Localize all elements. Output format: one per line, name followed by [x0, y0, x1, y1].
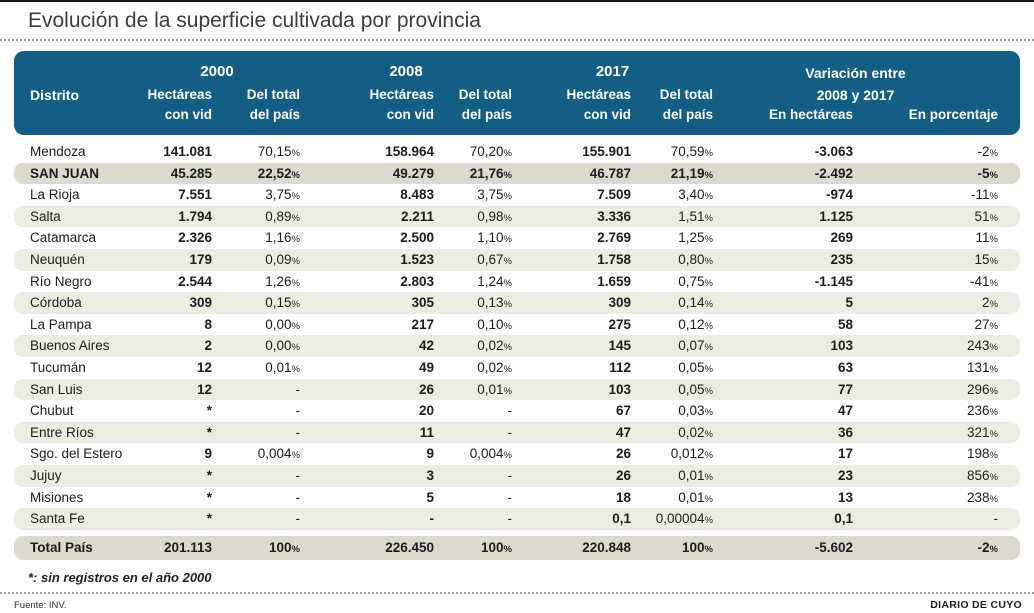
district-name: Jujuy — [30, 467, 62, 483]
district-name: Buenos Aires — [30, 338, 110, 354]
cell: 235 — [830, 251, 853, 267]
cell: 77 — [837, 381, 853, 397]
district-name: Total País — [30, 539, 93, 555]
cell: - — [429, 511, 434, 527]
table-row — [14, 206, 1020, 228]
divider-bottom — [0, 592, 1034, 594]
district-name: Tucumán — [30, 359, 86, 375]
cell: - — [295, 403, 300, 419]
col-group-variacion-line1: Variación entre — [805, 65, 906, 81]
cell: 1.523 — [400, 251, 434, 267]
cell: 305 — [411, 295, 434, 311]
cell: 2.803 — [400, 273, 434, 289]
table-row — [14, 292, 1020, 314]
cell: 0,01% — [477, 381, 512, 397]
cell: - — [507, 403, 512, 419]
district-name: San Luis — [30, 381, 83, 397]
cell: 0,15% — [265, 295, 300, 311]
cell: -3.063 — [814, 144, 853, 159]
cell: 1,16% — [265, 230, 300, 246]
cell: 7.551 — [178, 187, 212, 203]
district-name: Mendoza — [30, 144, 86, 159]
table-row — [14, 335, 1020, 357]
cell: 131% — [967, 359, 998, 375]
source-credit: Fuente: INV. — [14, 599, 67, 611]
cell: 0,004% — [469, 446, 512, 462]
cell: 13 — [837, 489, 853, 505]
cell: 21,19% — [670, 165, 713, 181]
col-group-2000: 2000 — [200, 63, 234, 80]
cell: 51% — [974, 208, 998, 224]
col-header-en-hectareas: En hectáreas — [768, 107, 853, 122]
table-row — [14, 379, 1020, 401]
cell: 1.659 — [597, 273, 631, 289]
cell: 2.500 — [400, 230, 434, 246]
cell: -41% — [970, 273, 998, 289]
cell: 3 — [426, 467, 434, 483]
table-row — [14, 400, 1020, 422]
cell: 0,00% — [265, 338, 300, 354]
cell: 63 — [837, 359, 853, 375]
table-header — [14, 51, 1020, 135]
cell: 3,40% — [678, 187, 713, 203]
cell: 9 — [204, 446, 212, 462]
table-row — [14, 163, 1020, 185]
col-group-variacion-line2: 2008 y 2017 — [816, 87, 895, 103]
cell: 0,00004% — [655, 511, 713, 527]
table-row — [14, 184, 1020, 206]
table-row — [14, 141, 1020, 163]
district-name: Neuquén — [30, 251, 85, 267]
cell: 243% — [967, 338, 998, 354]
cell: - — [993, 511, 998, 527]
cell: * — [206, 403, 212, 419]
cell: 145 — [608, 338, 631, 354]
cell: -2% — [977, 144, 998, 159]
cell: 100% — [269, 539, 300, 555]
col-group-2008: 2008 — [389, 63, 423, 80]
cell: - — [507, 489, 512, 505]
col-header-hectareas-2008-line2: con vid — [386, 107, 434, 122]
cell: 0,07% — [678, 338, 713, 354]
cell: 45.285 — [170, 165, 212, 181]
cell: 22,52% — [257, 165, 300, 181]
district-name: La Pampa — [30, 316, 92, 332]
cell: 103 — [608, 381, 631, 397]
cell: 26 — [418, 381, 434, 397]
cell: 309 — [189, 295, 212, 311]
cell: 238% — [967, 489, 998, 505]
table-row — [14, 443, 1020, 465]
cell: 0,89% — [265, 208, 300, 224]
footer — [14, 599, 1022, 611]
cell: 0,13% — [477, 295, 512, 311]
cell: 27% — [974, 316, 998, 332]
col-group-2017: 2017 — [595, 63, 630, 80]
cell: 70,59% — [670, 144, 713, 159]
district-name: Río Negro — [30, 273, 92, 289]
cell: 0,1 — [612, 511, 631, 527]
cell: 15% — [974, 251, 998, 267]
cell: 17 — [837, 446, 853, 462]
cell: 2.769 — [597, 230, 631, 246]
cell: - — [507, 511, 512, 527]
table-row — [14, 487, 1020, 509]
cell: 0,05% — [678, 359, 713, 375]
cell: 0,02% — [477, 338, 512, 354]
cell: 0,01% — [678, 489, 713, 505]
cell: 70,15% — [257, 144, 300, 159]
table-row — [14, 314, 1020, 336]
cell: 58 — [837, 316, 853, 332]
district-name: Misiones — [30, 489, 84, 505]
cell: 220.848 — [582, 539, 631, 555]
cell: 1,26% — [265, 273, 300, 289]
cell: 26 — [615, 446, 631, 462]
table-row — [14, 271, 1020, 293]
cell: 26 — [615, 467, 631, 483]
cell: - — [507, 424, 512, 440]
cell: 2.544 — [178, 273, 212, 289]
cell: 2% — [982, 295, 998, 311]
table-row — [14, 249, 1020, 271]
cell: 0,75% — [678, 273, 713, 289]
cell: 198% — [967, 446, 998, 462]
cell: 7.509 — [597, 187, 631, 203]
cell: 112 — [609, 359, 631, 375]
cell: - — [295, 381, 300, 397]
cell: 0,02% — [678, 424, 713, 440]
cell: 18 — [615, 489, 631, 505]
publisher-credit: DIARIO DE CUYO — [930, 598, 1022, 611]
cell: -11% — [971, 187, 998, 203]
cell: * — [206, 467, 212, 483]
col-header-deltotal-2000-line2: del país — [249, 107, 300, 122]
cell: 141.081 — [163, 144, 212, 159]
cell: -974 — [825, 187, 853, 203]
page-title: Evolución de la superficie cultivada por provincia — [28, 9, 481, 32]
cell: 0,14% — [678, 295, 713, 311]
cell: 155.901 — [582, 144, 631, 159]
cell: 1.794 — [178, 208, 212, 224]
cell: - — [295, 467, 300, 483]
cell: 12 — [196, 381, 212, 397]
cell: 12 — [196, 359, 212, 375]
cell: 20 — [418, 403, 434, 419]
cell: 0,67% — [477, 251, 512, 267]
cell: 0,09% — [265, 251, 300, 267]
cell: - — [295, 511, 300, 527]
cell: * — [206, 489, 212, 505]
cell: 226.450 — [385, 539, 434, 555]
district-name: La Rioja — [30, 187, 80, 203]
district-name: Santa Fe — [30, 511, 85, 527]
cell: 70,20% — [469, 144, 512, 159]
cell: 0,012% — [670, 446, 713, 462]
cell: 67 — [615, 403, 631, 419]
cell: 217 — [411, 316, 434, 332]
cell: 3,75% — [477, 187, 512, 203]
cell: 47 — [615, 424, 631, 440]
cell: 3,75% — [265, 187, 300, 203]
cell: 1,10% — [477, 230, 512, 246]
cell: 47 — [837, 403, 853, 419]
data-table — [14, 51, 1020, 560]
col-header-hectareas-2017-line1: Hectáreas — [566, 87, 631, 102]
table-row — [14, 357, 1020, 379]
cell: 49.279 — [392, 165, 434, 181]
cell: 2 — [204, 338, 212, 354]
cell: 2.211 — [400, 208, 434, 224]
table-row — [14, 508, 1020, 530]
cell: 1,24% — [477, 273, 512, 289]
cell: 36 — [837, 424, 853, 440]
col-header-en-porcentaje: En porcentaje — [908, 107, 998, 122]
col-header-deltotal-2008-line1: Del total — [458, 87, 512, 102]
cell: 179 — [189, 251, 212, 267]
district-name: Córdoba — [30, 295, 82, 311]
cell: -2.492 — [814, 165, 853, 181]
cell: 0,004% — [257, 446, 300, 462]
cell: 3.336 — [597, 208, 631, 224]
cell: - — [507, 467, 512, 483]
cell: 856% — [967, 467, 998, 483]
district-name: Sgo. del Estero — [30, 446, 123, 462]
cell: 0,01% — [265, 359, 300, 375]
table-row — [14, 422, 1020, 444]
cell: 0,12% — [678, 316, 713, 332]
cell: - — [295, 489, 300, 505]
cell: 11% — [975, 230, 998, 246]
cell: 0,98% — [477, 208, 512, 224]
cell: -5.602 — [814, 539, 853, 555]
cell: 2.326 — [178, 230, 212, 246]
cell: 309 — [608, 295, 631, 311]
cell: 5 — [845, 295, 853, 311]
cell: 1.125 — [819, 208, 853, 224]
top-rule — [0, 0, 1034, 2]
cell: 23 — [837, 467, 853, 483]
cell: 11 — [419, 424, 434, 440]
cell: 0,05% — [678, 381, 713, 397]
col-header-deltotal-2008-line2: del país — [461, 107, 512, 122]
cell: 42 — [418, 338, 434, 354]
divider-top — [0, 39, 1034, 41]
cell: 1.758 — [597, 251, 631, 267]
cell: 321% — [967, 424, 998, 440]
cell: 0,01% — [678, 467, 713, 483]
col-header-distrito: Distrito — [30, 87, 79, 103]
cell: 1,25% — [678, 230, 713, 246]
cell: 21,76% — [469, 165, 512, 181]
district-name: Chubut — [30, 403, 74, 419]
district-name: Salta — [30, 208, 61, 224]
cell: 0,00% — [265, 316, 300, 332]
cell: 9 — [426, 446, 434, 462]
cell: 158.964 — [385, 144, 434, 159]
cell: 236% — [967, 403, 998, 419]
cell: 103 — [830, 338, 853, 354]
district-name: Catamarca — [30, 230, 97, 246]
cell: 46.787 — [589, 165, 631, 181]
cell: 275 — [608, 316, 631, 332]
table-row — [14, 227, 1020, 249]
col-header-deltotal-2017-line2: del país — [662, 107, 713, 122]
total-row — [14, 536, 1020, 560]
cell: -5% — [977, 165, 998, 181]
cell: 49 — [418, 359, 434, 375]
col-header-deltotal-2000-line1: Del total — [246, 87, 300, 102]
cell: 0,10% — [477, 316, 512, 332]
col-header-hectareas-2000-line2: con vid — [164, 107, 212, 122]
col-header-hectareas-2008-line1: Hectáreas — [369, 87, 434, 102]
cell: 201.113 — [163, 539, 212, 555]
district-name: SAN JUAN — [30, 165, 100, 181]
col-header-hectareas-2017-line2: con vid — [583, 107, 631, 122]
district-name: Entre Ríos — [30, 424, 94, 440]
cell: 100% — [481, 539, 512, 555]
cell: 296% — [967, 381, 998, 397]
cell: 0,03% — [678, 403, 713, 419]
cell: 100% — [682, 539, 713, 555]
cell: * — [206, 424, 212, 440]
cell: * — [206, 511, 212, 527]
cell: 0,80% — [678, 251, 713, 267]
cell: 8.483 — [400, 187, 434, 203]
cell: 0,1 — [834, 511, 853, 527]
cell: 8 — [204, 316, 212, 332]
cell: 1,51% — [678, 208, 713, 224]
cell: -2% — [977, 539, 998, 555]
cell: 269 — [830, 230, 853, 246]
col-header-deltotal-2017-line1: Del total — [659, 87, 713, 102]
table-row — [14, 465, 1020, 487]
col-header-hectareas-2000-line1: Hectáreas — [147, 87, 212, 102]
cell: -1.145 — [814, 273, 853, 289]
cell: 5 — [426, 489, 434, 505]
cell: 0,02% — [477, 359, 512, 375]
table-body — [14, 141, 1020, 530]
footnote: *: sin registros en el año 2000 — [28, 569, 212, 585]
cell: - — [295, 424, 300, 440]
